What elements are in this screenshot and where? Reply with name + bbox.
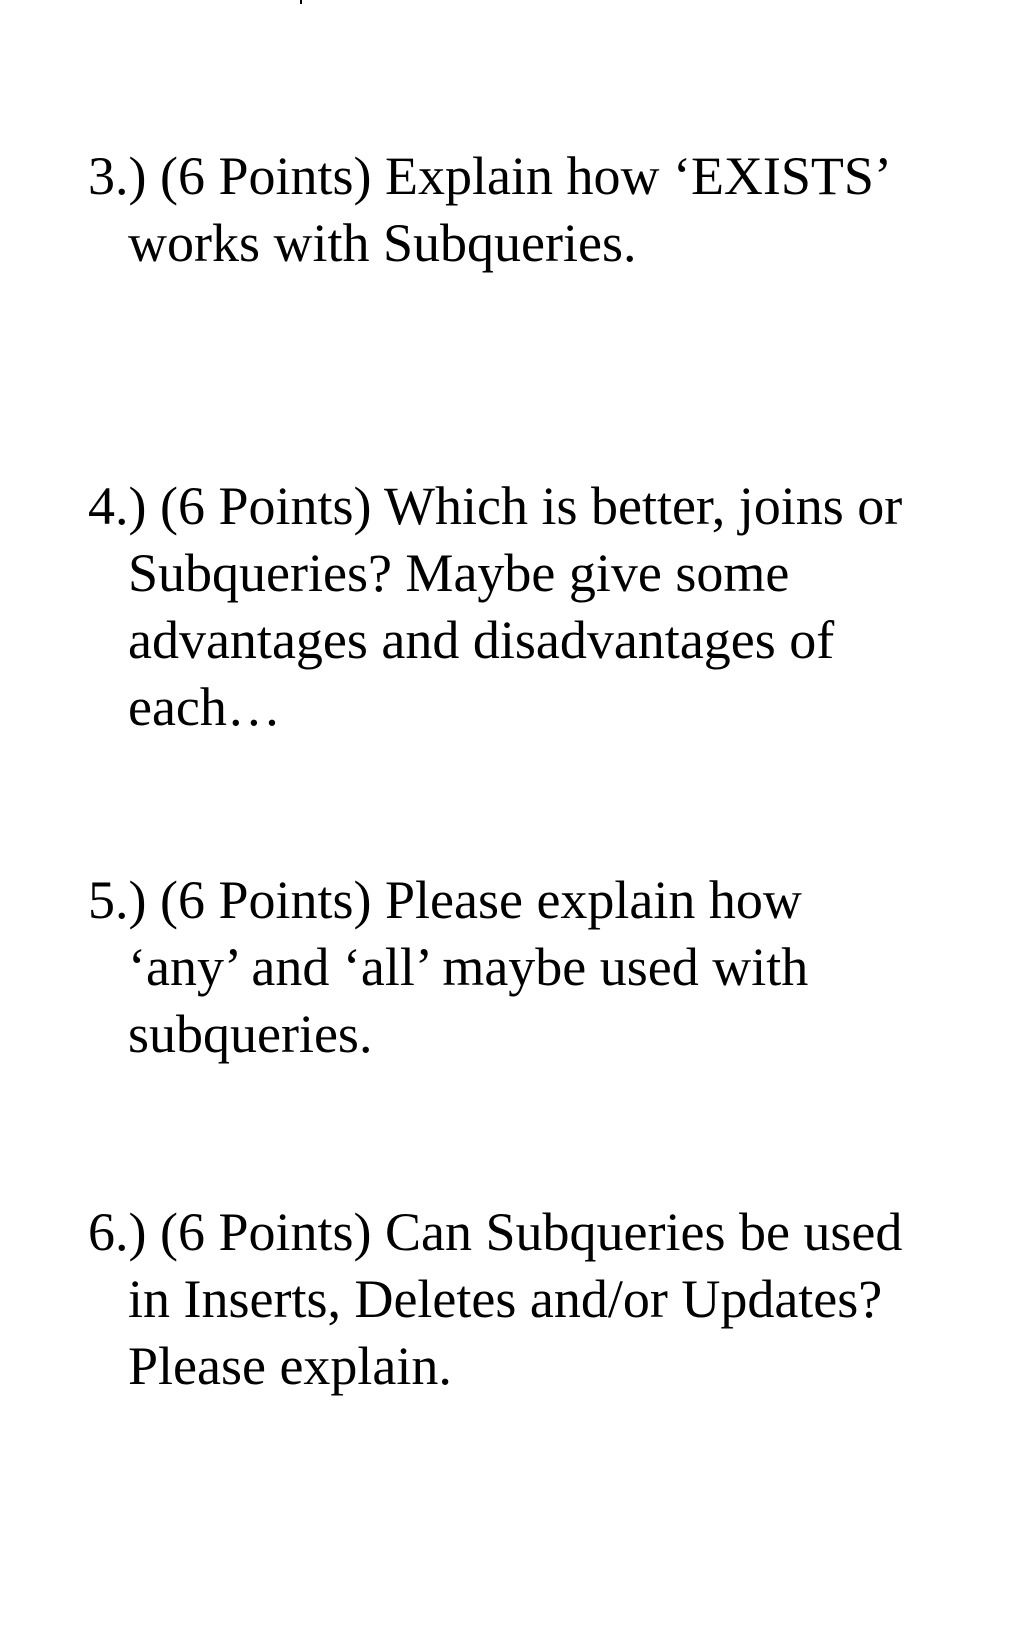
question-4-line-3: advantages and disadvantages of: [128, 610, 835, 670]
question-5-line-1: 5.) (6 Points) Please explain how: [88, 870, 802, 930]
question-4-line-2: Subqueries? Maybe give some: [128, 543, 790, 603]
question-5: [88, 867, 988, 1068]
question-3-line-2: works with Subqueries.: [128, 213, 637, 273]
question-5-line-3: subqueries.: [128, 1004, 373, 1064]
question-4-line-4: each…: [128, 677, 281, 737]
question-6: [88, 1199, 988, 1400]
page-edge-mark: [300, 0, 302, 4]
question-6-line-2: in Inserts, Deletes and/or Updates?: [128, 1269, 883, 1329]
question-4: [88, 473, 988, 741]
question-5-line-2: ‘any’ and ‘all’ maybe used with: [128, 937, 809, 997]
question-6-line-1: 6.) (6 Points) Can Subqueries be used: [88, 1202, 903, 1262]
question-3-line-1: 3.) (6 Points) Explain how ‘EXISTS’: [88, 146, 892, 206]
question-4-line-1: 4.) (6 Points) Which is better, joins or: [88, 476, 903, 536]
question-3: [88, 143, 988, 277]
question-6-line-3: Please explain.: [128, 1336, 452, 1396]
